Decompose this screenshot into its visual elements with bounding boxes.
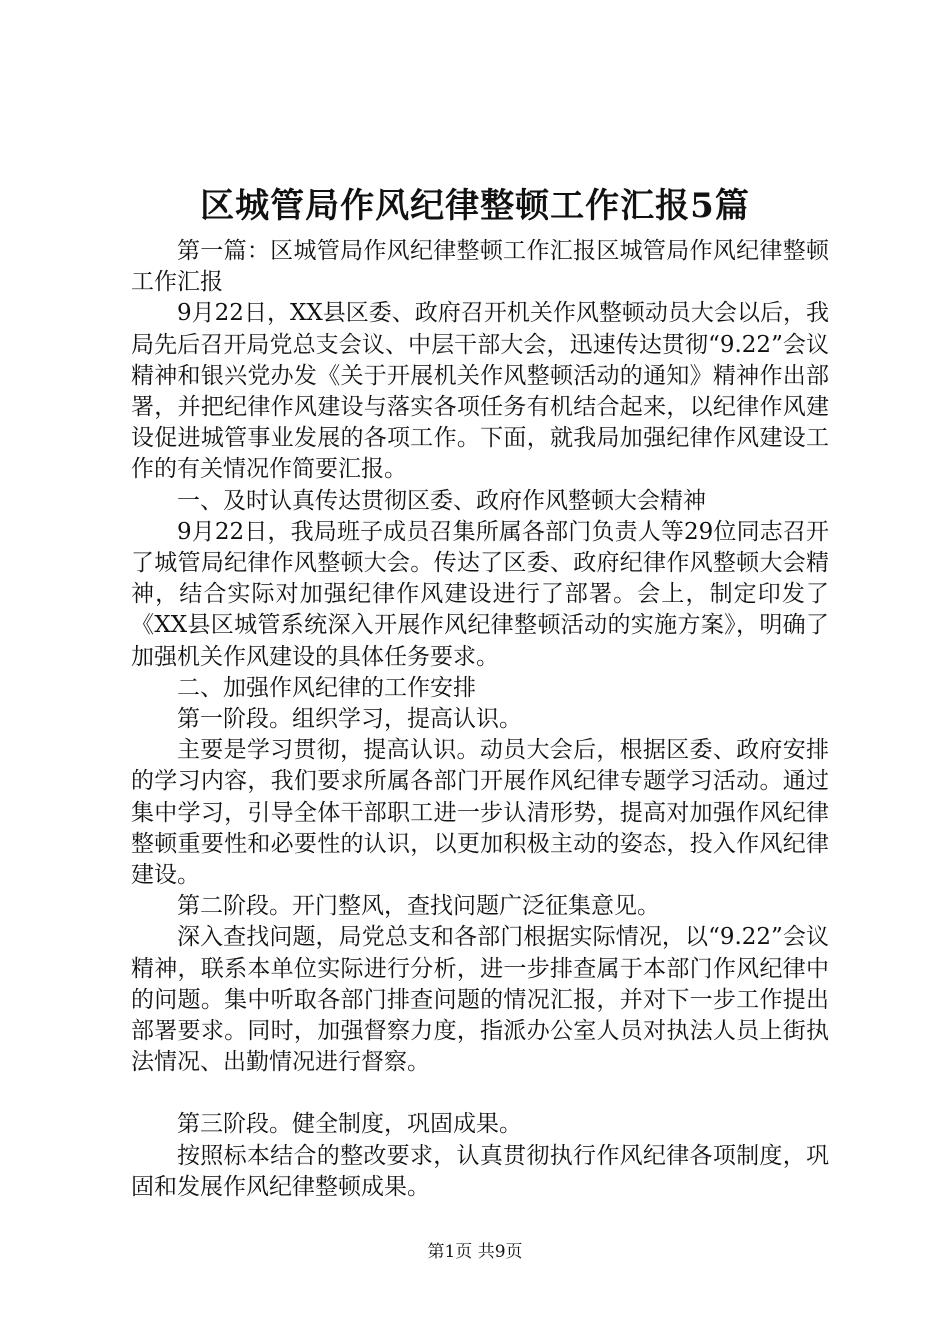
stage-heading: 第三阶段。健全制度，巩固成果。	[177, 1111, 522, 1138]
paragraph: 第一篇：区城管局作风纪律整顿工作汇报区城管局作风纪律整顿工作汇报	[131, 238, 829, 296]
document-title: 区城管局作风纪律整顿工作汇报5篇	[200, 186, 750, 226]
section-heading: 一、及时认真传达贯彻区委、政府作风整顿大会精神	[177, 487, 706, 514]
section-heading: 二、加强作风纪律的工作安排	[177, 674, 476, 701]
stage-heading: 第一阶段。组织学习，提高认识。	[177, 706, 522, 733]
paragraph: 主要是学习贯彻，提高认识。动员大会后，根据区委、政府安排的学习内容，我们要求所属各部门开展作风纪律专题学习活动。通过集中学习，引导全体干部职工进一步认清形势，提高对加强作风纪律整顿重要性和必要性的认识，以更加积极主动的姿态，投入作风纪律建设。	[131, 737, 829, 889]
paragraph: 9月22日，XX县区委、政府召开机关作风整顿动员大会以后，我局先后召开局党总支会议、中层干部大会，迅速传达贯彻“9.22”会议精神和银兴党办发《关于开展机关作风整顿活动的通知》精神作出部署，并把纪律作风建设与落实各项任务有机结合起来，以纪律作风建设促进城管事业发展的各项工作。下面，就我局加强纪律作风建设工作的有关情况作简要汇报。	[131, 300, 829, 483]
paragraph-gap	[131, 1078, 829, 1109]
page-footer: 第1页 共9页	[427, 1242, 523, 1262]
paragraph: 9月22日，我局班子成员召集所属各部门负责人等29位同志召开了城管局纪律作风整顿大会。传达了区委、政府纪律作风整顿大会精神，结合实际对加强纪律作风建设进行了部署。会上，制定印发了《XX县区城管系统深入开展作风纪律整顿活动的实施方案》，明确了加强机关作风建设的具体任务要求。	[131, 518, 829, 670]
paragraph: 深入查找问题，局党总支和各部门根据实际情况，以“9.22”会议精神，联系本单位实际进行分析，进一步排查属于本部门作风纪律中的问题。集中听取各部门排查问题的情况汇报，并对下一步工作提出部署要求。同时，加强督察力度，指派办公室人员对执法人员上街执法情况、出勤情况进行督察。	[131, 924, 829, 1076]
document-body	[131, 236, 829, 1203]
paragraph: 按照标本结合的整改要求，认真贯彻执行作风纪律各项制度，巩固和发展作风纪律整顿成果。	[131, 1142, 829, 1200]
stage-heading: 第二阶段。开门整风，查找问题广泛征集意见。	[177, 893, 660, 920]
